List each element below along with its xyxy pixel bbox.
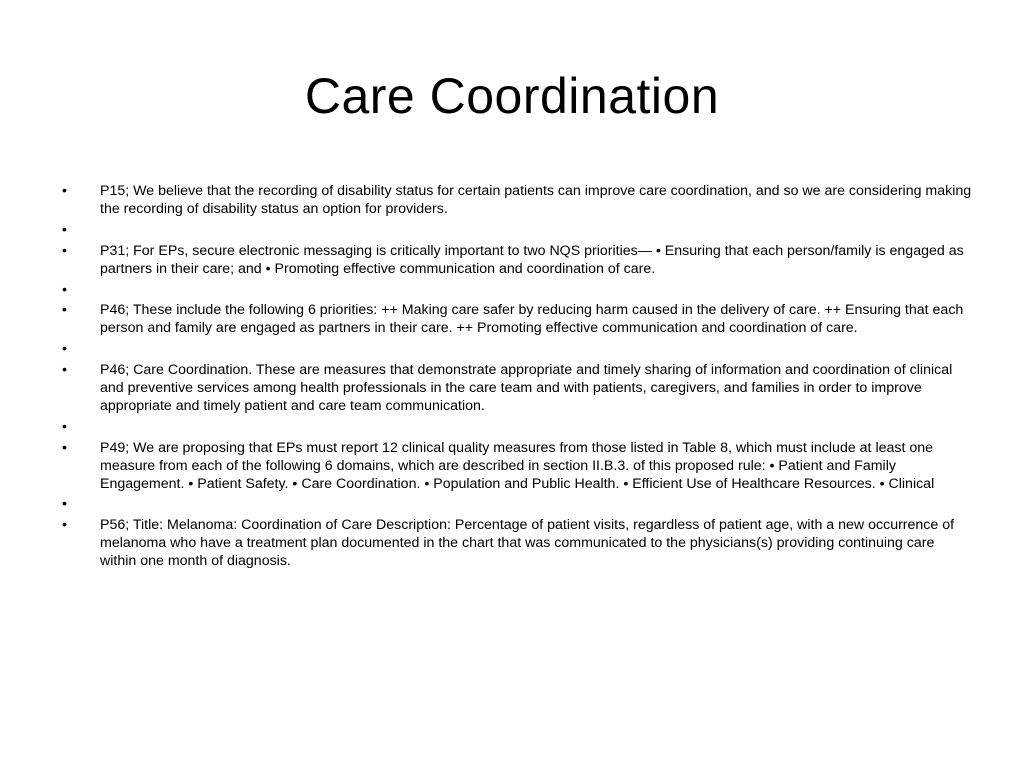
bullet-marker: • [62, 242, 67, 259]
list-item [62, 341, 972, 359]
list-item [62, 302, 972, 338]
bullet-text: P46; These include the following 6 priorities: ++ Making care safer by reducing harm caused in the delivery of care. ++ Ensuring that each person and family are engaged as partners in their care. ++ Promoting effective communication and coordination of care. [100, 302, 964, 337]
list-item [62, 183, 972, 219]
bullet-marker: • [62, 496, 67, 513]
bullet-text: P56; Title: Melanoma: Coordination of Care Description: Percentage of patient visits, regardless of patient age, with a new occurrence of melanoma who have a treatment plan documented in the chart that was communicated to the physicians(s) providing continuing care within one month of diagnosis. [100, 517, 955, 570]
bullet-marker: • [62, 281, 67, 298]
bullet-marker: • [62, 362, 67, 379]
list-item [62, 362, 972, 416]
bullet-marker: • [62, 341, 67, 358]
list-item [62, 419, 972, 437]
bullet-marker: • [62, 517, 67, 534]
bullet-text: P49; We are proposing that EPs must report 12 clinical quality measures from those listed in Table 8, which must include at least one measure from each of the following 6 domains, which are described in section II.B.3. of this proposed rule: • Patient and Family Engagement. • Patient Safety. • Care Coordination. • Population and Public Health. • Efficient Use of Healthcare Resources. • Clinical [100, 439, 935, 492]
bullet-text: P31; For EPs, secure electronic messaging is critically important to two NQS priorities— • Ensuring that each person/family is engaged as partners in their care; and • Promoting effective communication and coordination of care. [100, 242, 964, 277]
list-item [62, 496, 972, 514]
bullet-list [62, 183, 972, 574]
bullet-text: P15; We believe that the recording of disability status for certain patients can improve care coordination, and so we are considering making the recording of disability status an option for providers. [100, 183, 972, 217]
list-item [62, 282, 972, 300]
list-item [62, 440, 972, 494]
bullet-marker: • [62, 183, 67, 199]
bullet-marker: • [62, 418, 67, 435]
slide-title: Care Coordination [304, 68, 720, 124]
bullet-marker: • [62, 302, 67, 319]
list-item [62, 517, 972, 571]
bullet-marker: • [62, 439, 67, 456]
list-item [62, 222, 972, 240]
list-item [62, 243, 972, 279]
bullet-text: P46; Care Coordination. These are measures that demonstrate appropriate and timely sharing of information and coordination of clinical and preventive services among health professionals in the care team and with patients, caregivers, and families in order to improve appropriate and timely patient and care team communication. [100, 362, 953, 414]
bullet-marker: • [62, 221, 67, 238]
